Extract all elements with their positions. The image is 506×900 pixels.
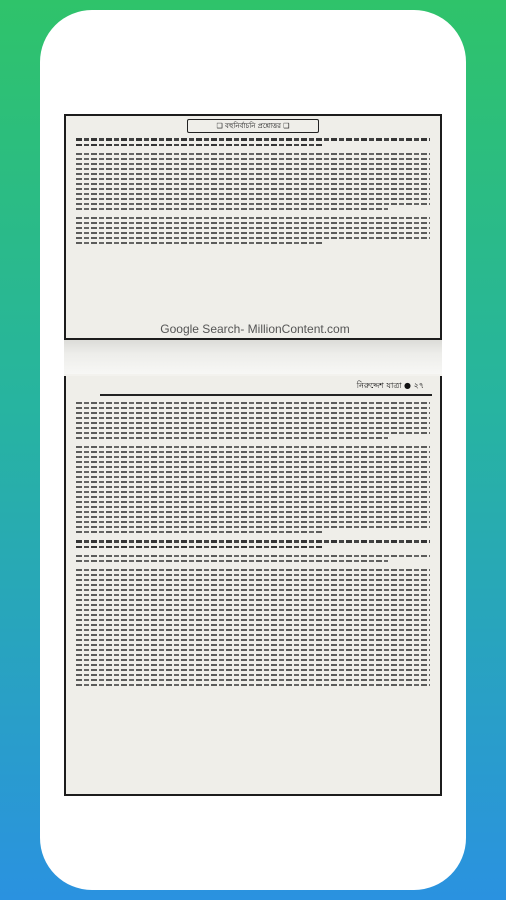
running-title: নিরুদ্দেশ যাত্রা ● ২৭ — [353, 380, 424, 393]
page-text-block — [76, 138, 430, 330]
page-text-block — [76, 402, 430, 788]
scanned-document — [64, 114, 442, 796]
watermark-text: Google Search- MillionContent.com — [160, 322, 350, 336]
running-header — [100, 382, 432, 396]
phone-frame — [40, 10, 466, 890]
document-page-top — [64, 114, 442, 340]
chapter-header: ❑ বহুনির্বাচনি প্রশ্নোত্তর ❑ — [187, 119, 319, 133]
document-page-bottom — [64, 376, 442, 796]
page-fold — [64, 340, 442, 374]
